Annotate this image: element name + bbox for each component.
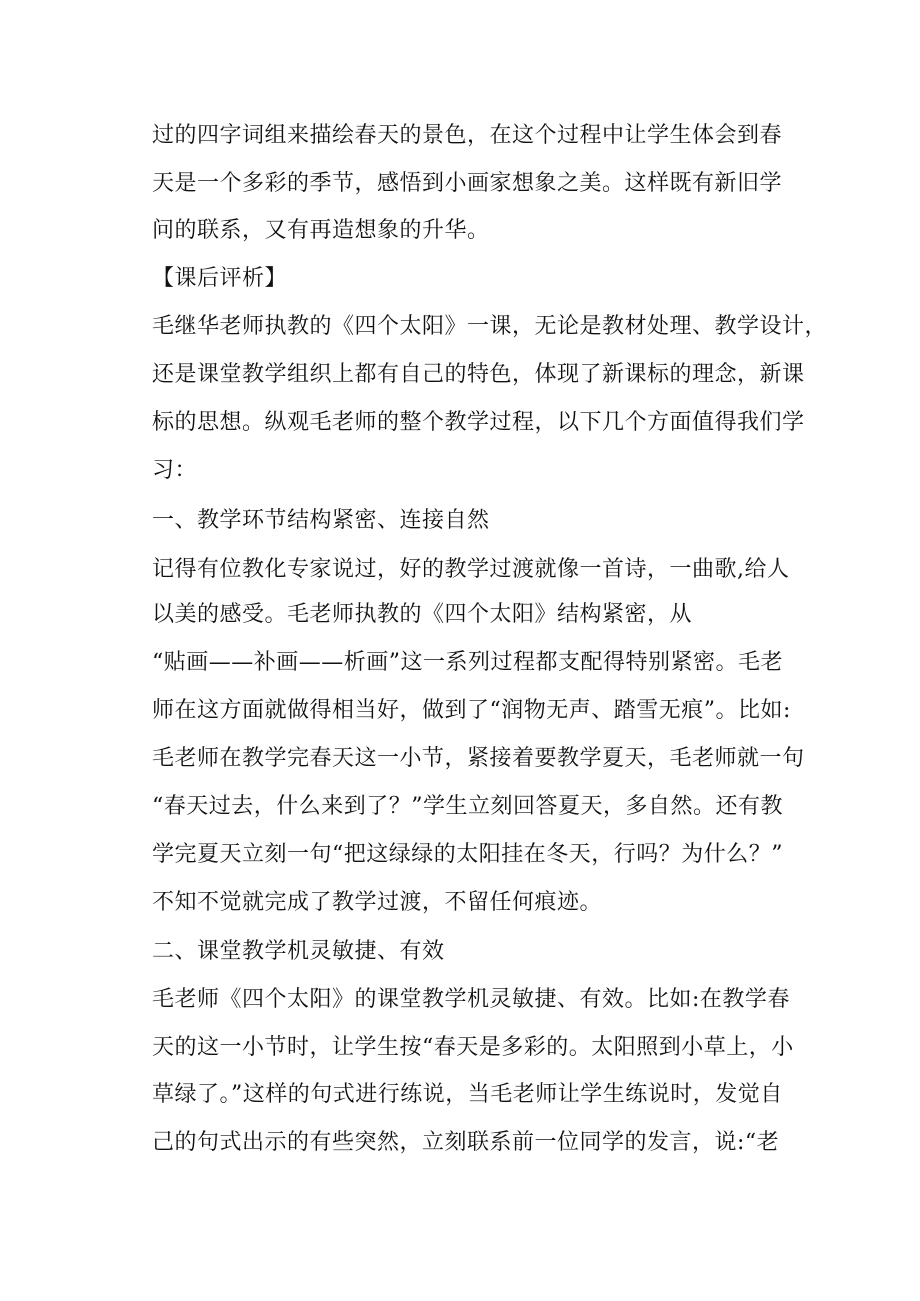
text-line: 己的句式出示的有些突然，立刻联系前一位同学的发言，说:“老 [152, 1130, 780, 1155]
text-line: 问的联系，又有再造想象的升华。 [152, 218, 490, 243]
text-line: “春天过去，什么来到了？”学生立刻回答夏天，多自然。还有教 [152, 794, 783, 819]
text-line: 草绿了。”这样的句式进行练说，当毛老师让学生练说时，发觉自 [152, 1082, 783, 1107]
text-line: 毛老师在教学完春天这一小节，紧接着要教学夏天，毛老师就一句 [152, 746, 805, 771]
text-line: 以美的感受。毛老师执教的《四个太阳》结构紧密，从 [152, 602, 693, 627]
text-line: “贴画——补画——析画”这一系列过程都支配得特别紧密。毛老 [152, 650, 783, 675]
text-line: 天是一个多彩的季节，感悟到小画家想象之美。这样既有新旧学 [152, 171, 783, 196]
text-line: 学完夏天立刻一句“把这绿绿的太阳挂在冬天，行吗？为什么？” [152, 842, 783, 867]
section-heading: 二、课堂教学机灵敏捷、有效 [152, 939, 445, 964]
text-line: 师在这方面就做得相当好，做到了“润物无声、踏雪无痕”。比如: [152, 698, 791, 723]
section-heading: 一、教学环节结构紧密、连接自然 [152, 508, 490, 533]
text-line: 毛继华老师执教的《四个太阳》一课，无论是教材处理、教学设计， [152, 314, 828, 339]
text-line: 不知不觉就完成了教学过渡，不留任何痕迹。 [152, 890, 603, 915]
text-line: 天的这一小节时，让学生按“春天是多彩的。太阳照到小草上，小 [152, 1035, 794, 1060]
text-line: 记得有位教化专家说过，好的教学过渡就像一首诗，一曲歌,给人 [152, 557, 790, 582]
section-heading: 【课后评析】 [152, 266, 288, 291]
text-line: 过的四字词组来描绘春天的景色，在这个过程中让学生体会到春 [152, 123, 783, 148]
text-line: 还是课堂教学组织上都有自己的特色，体现了新课标的理念，新课 [152, 362, 805, 387]
text-line: 习： [152, 458, 198, 483]
text-line: 毛老师《四个太阳》的课堂教学机灵敏捷、有效。比如:在教学春 [152, 987, 790, 1012]
text-line: 标的思想。纵观毛老师的整个教学过程，以下几个方面值得我们学 [152, 410, 805, 435]
